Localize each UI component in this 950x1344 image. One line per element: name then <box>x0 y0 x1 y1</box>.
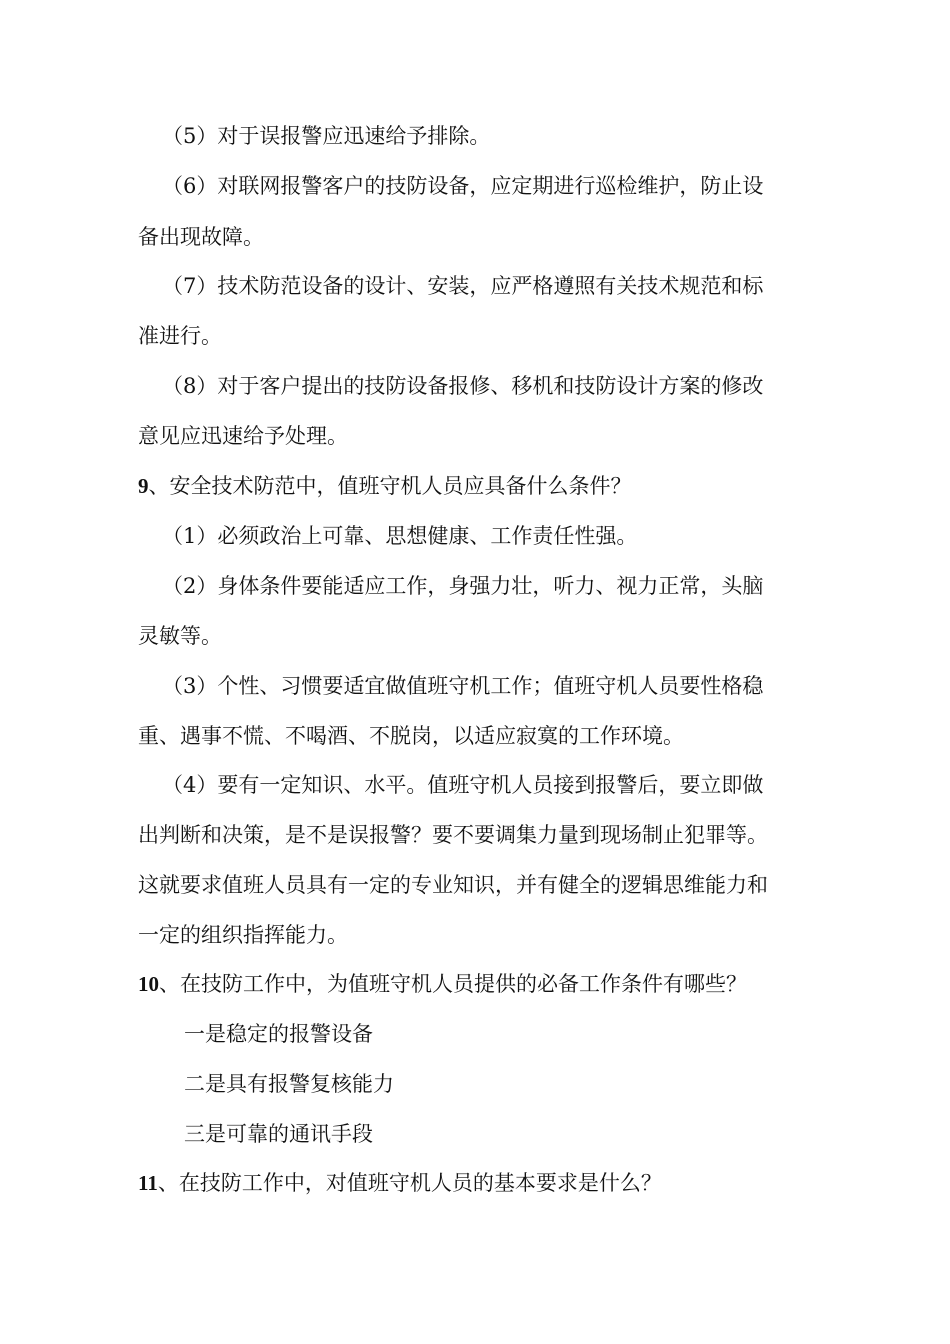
list-item-line: （1）必须政治上可靠、思想健康、工作责任性强。 <box>162 524 638 548</box>
question-text: 、安全技术防范中，值班守机人员应具备什么条件？ <box>148 474 632 498</box>
list-item-line: （3）个性、习惯要适宜做值班守机工作；值班守机人员要性格稳 <box>162 674 764 698</box>
list-item: 三是可靠的通讯手段 <box>184 1122 373 1146</box>
paragraph-line: （5）对于误报警应迅速给予排除。 <box>162 124 491 148</box>
question-text: 、在技防工作中，为值班守机人员提供的必备工作条件有哪些？ <box>159 972 747 996</box>
question-heading-9 <box>138 471 818 501</box>
paragraph-line: （6）对联网报警客户的技防设备，应定期进行巡检维护，防止设 <box>162 174 764 198</box>
question-heading-10 <box>138 969 818 999</box>
question-number: 9 <box>138 474 149 498</box>
paragraph-line: 准进行。 <box>138 324 222 348</box>
paragraph-line: （8）对于客户提出的技防设备报修、移机和技防设计方案的修改 <box>162 374 764 398</box>
list-item-line: （4）要有一定知识、水平。值班守机人员接到报警后，要立即做 <box>162 773 764 797</box>
list-item-line: 一定的组织指挥能力。 <box>138 923 348 947</box>
paragraph-line: 备出现故障。 <box>138 225 264 249</box>
question-text: 、在技防工作中，对值班守机人员的基本要求是什么？ <box>157 1171 662 1195</box>
paragraph-line: （7）技术防范设备的设计、安装，应严格遵照有关技术规范和标 <box>162 274 764 298</box>
list-item-line: （2）身体条件要能适应工作，身强力壮，听力、视力正常，头脑 <box>162 574 764 598</box>
list-item: 一是稳定的报警设备 <box>184 1022 373 1046</box>
list-item: 二是具有报警复核能力 <box>184 1072 394 1096</box>
list-item-line: 这就要求值班人员具有一定的专业知识，并有健全的逻辑思维能力和 <box>138 873 768 897</box>
list-item-line: 出判断和决策，是不是误报警？要不要调集力量到现场制止犯罪等。 <box>138 823 768 847</box>
list-item-line: 重、遇事不慌、不喝酒、不脱岗，以适应寂寞的工作环境。 <box>138 724 684 748</box>
question-number: 11 <box>138 1171 158 1195</box>
question-number: 10 <box>138 972 159 996</box>
list-item-line: 灵敏等。 <box>138 624 222 648</box>
question-heading-11 <box>138 1168 818 1198</box>
paragraph-line: 意见应迅速给予处理。 <box>138 424 348 448</box>
